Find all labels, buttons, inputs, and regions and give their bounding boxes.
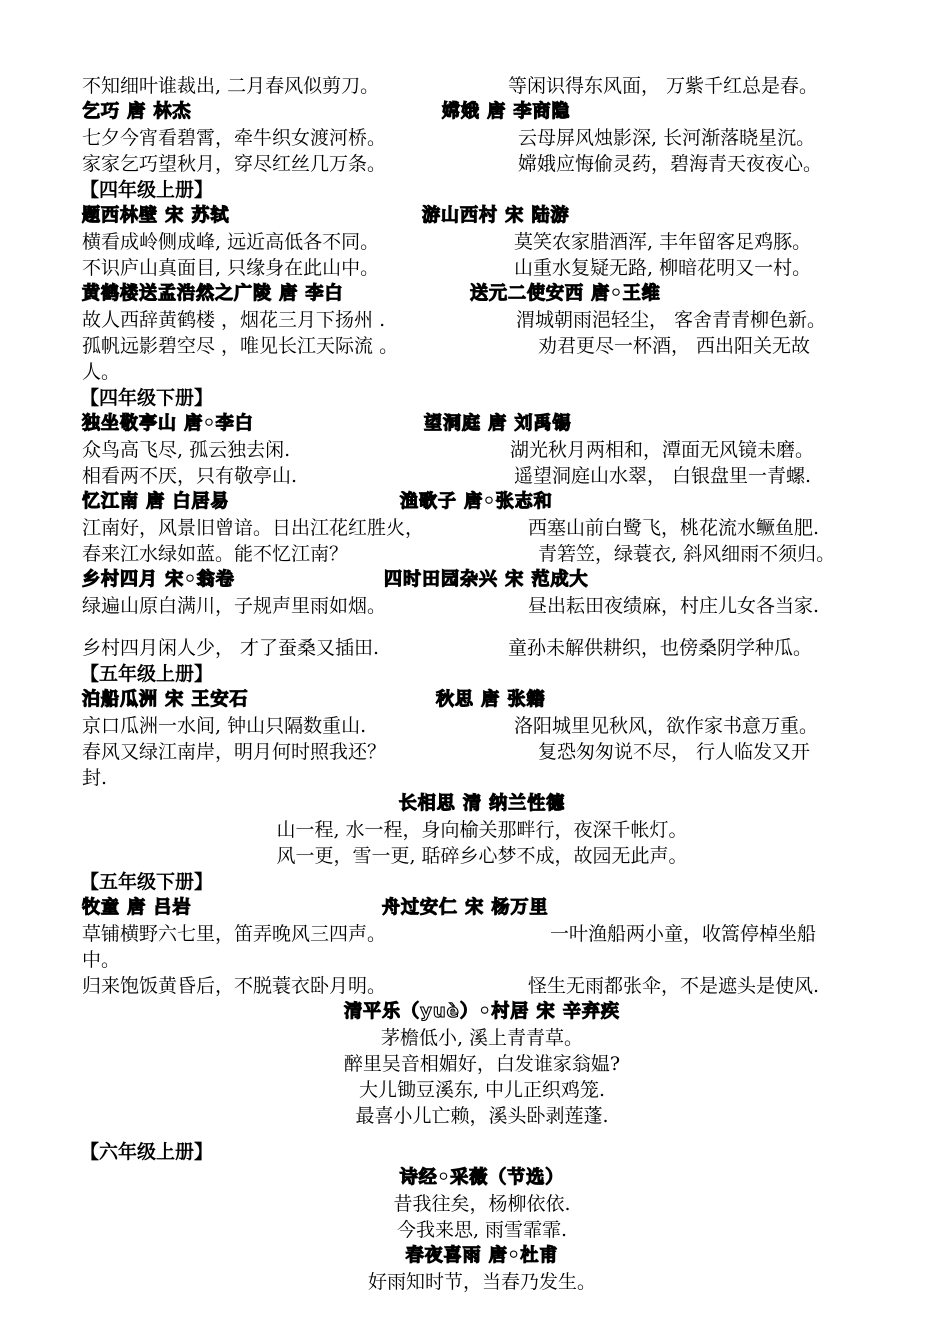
grade-section-label: 【五年级下册】 bbox=[80, 871, 214, 893]
verse-left: 故人西辞黄鹤楼 ，烟花三月下扬州 . bbox=[82, 309, 386, 331]
verse-row bbox=[82, 125, 882, 151]
verse-left: 孤帆远影碧空尽 ，唯见长江天际流 。 bbox=[82, 335, 399, 357]
verse-continuation-text: 封. bbox=[82, 767, 108, 789]
grade-section-label: 【四年级下册】 bbox=[80, 387, 214, 409]
poem-title-right: 送元二使安西 唐•王维 bbox=[470, 283, 661, 304]
poem-title-left: 牧童 唐 吕岩 bbox=[82, 897, 192, 918]
poem-title-right: 四时田园杂兴 宋 范成大 bbox=[384, 569, 589, 590]
poem-title-right: 舟过安仁 宋 杨万里 bbox=[382, 897, 549, 918]
verse-left: 不识庐山真面目, 只缘身在此山中。 bbox=[82, 257, 380, 279]
grade-section-label: 【五年级上册】 bbox=[80, 663, 214, 685]
verse-centered: 今我来思, 雨雪霏霏. bbox=[396, 1219, 568, 1241]
verse-row bbox=[82, 973, 882, 999]
poem-title-row bbox=[82, 203, 882, 229]
verse-row-centered bbox=[82, 1191, 882, 1217]
verse-left: 春风又绿江南岸，明月何时照我还？ bbox=[82, 741, 387, 763]
poem-title-left: 忆江南 唐 白居易 bbox=[82, 491, 230, 512]
verse-row-centered bbox=[82, 1103, 882, 1129]
verse-centered: 昔我往矣，杨柳依依. bbox=[393, 1193, 571, 1215]
poem-title-row-centered bbox=[82, 1243, 882, 1269]
verse-centered: 风一更，雪一更, 聒碎乡心梦不成，故园无此声。 bbox=[276, 845, 688, 867]
verse-left: 绿遍山原白满川，子规声里雨如烟。 bbox=[82, 595, 387, 617]
verse-centered: 醉里吴音相媚好，白发谁家翁媪? bbox=[343, 1053, 621, 1075]
verse-right: 云母屏风烛影深, 长河渐落晓星沉。 bbox=[518, 127, 816, 149]
verse-row-centered bbox=[82, 1025, 882, 1051]
verse-row bbox=[82, 541, 882, 567]
poem-title-row-centered bbox=[82, 791, 882, 817]
verse-left: 不知细叶谁裁出, 二月春风似剪刀。 bbox=[82, 75, 380, 97]
poem-title-right: 望洞庭 唐 刘禹锡 bbox=[424, 413, 572, 434]
poem-title-left: 乞巧 唐 林杰 bbox=[82, 101, 192, 122]
verse-left: 相看两不厌，只有敬亭山. bbox=[82, 465, 298, 487]
verse-row bbox=[82, 713, 882, 739]
verse-row bbox=[82, 151, 882, 177]
poem-title-right: 嫦娥 唐 李商隐 bbox=[442, 101, 571, 122]
poem-title-centered: 春夜喜雨 唐•杜甫 bbox=[405, 1245, 559, 1266]
verse-right: 遥望洞庭山水翠， 白银盘里一青螺. bbox=[514, 465, 812, 487]
verse-continuation-text: 中。 bbox=[82, 949, 121, 971]
verse-left: 众鸟高飞尽, 孤云独去闲. bbox=[82, 439, 291, 461]
verse-right: 山重水复疑无路, 柳暗花明又一村。 bbox=[514, 257, 812, 279]
verse-right: 等闲识得东风面， 万紫千红总是春。 bbox=[508, 75, 819, 97]
verse-row bbox=[82, 437, 882, 463]
verse-continuation-text: 人。 bbox=[82, 361, 121, 383]
verse-row bbox=[82, 463, 882, 489]
verse-left: 乡村四月闲人少， 才了蚕桑又插田. bbox=[82, 637, 380, 659]
verse-row bbox=[82, 515, 882, 541]
verse-row-centered bbox=[82, 1269, 882, 1295]
verse-row bbox=[82, 739, 882, 765]
verse-row bbox=[82, 255, 882, 281]
verse-row bbox=[82, 333, 882, 359]
verse-right: 童孙未解供耕织，也傍桑阴学种瓜。 bbox=[508, 637, 813, 659]
verse-continuation bbox=[82, 765, 882, 791]
grade-section-heading bbox=[82, 1139, 882, 1165]
verse-row-centered bbox=[82, 1217, 882, 1243]
verse-right: 劝君更尽一杯酒， 西出阳关无故 bbox=[538, 335, 811, 357]
poem-title-row bbox=[82, 281, 882, 307]
verse-centered: 山一程, 水一程，身向榆关那畔行，夜深千帐灯。 bbox=[276, 819, 688, 841]
verse-centered: 大儿锄豆溪东, 中儿正织鸡笼. bbox=[358, 1079, 606, 1101]
poem-title-left: 黄鹤楼送孟浩然之广陵 唐 李白 bbox=[82, 283, 344, 304]
verse-left: 春来江水绿如蓝。能不忆江南？ bbox=[82, 543, 349, 565]
verse-right: 昼出耘田夜绩麻，村庄儿女各当家. bbox=[528, 595, 820, 617]
poem-title-centered: 诗经•采薇（节选） bbox=[399, 1167, 565, 1188]
verse-centered: 茅檐低小, 溪上青青草。 bbox=[380, 1027, 584, 1049]
poem-title-row bbox=[82, 411, 882, 437]
poem-title-right: 渔歌子 唐•张志和 bbox=[400, 491, 553, 512]
verse-right: 洛阳城里见秋风，欲作家书意万重。 bbox=[514, 715, 819, 737]
grade-section-heading bbox=[82, 385, 882, 411]
verse-continuation bbox=[82, 359, 882, 385]
verse-row-centered bbox=[82, 1077, 882, 1103]
verse-left: 七夕今宵看碧霄，牵牛织女渡河桥。 bbox=[82, 127, 387, 149]
verse-left: 归来饱饭黄昏后，不脱蓑衣卧月明。 bbox=[82, 975, 387, 997]
poem-title-left: 独坐敬亭山 唐•李白 bbox=[82, 413, 254, 434]
verse-left: 江南好，风景旧曾谙。日出江花红胜火， bbox=[82, 517, 425, 539]
poem-title-row bbox=[82, 567, 882, 593]
verse-right: 怪生无雨都张伞，不是遮头是使风. bbox=[528, 975, 820, 997]
verse-right: 复恐匆匆说不尽， 行人临发又开 bbox=[538, 741, 811, 763]
poem-title-right: 游山西村 宋 陆游 bbox=[422, 205, 570, 226]
grade-section-heading bbox=[82, 869, 882, 895]
verse-left: 草铺横野六七里，笛弄晚风三四声。 bbox=[82, 923, 387, 945]
poem-title-left: 泊船瓜洲 宋 王安石 bbox=[82, 689, 249, 710]
poem-title-row bbox=[82, 489, 882, 515]
verse-right: 嫦娥应悔偷灵药，碧海青天夜夜心。 bbox=[518, 153, 823, 175]
verse-row-centered bbox=[82, 1051, 882, 1077]
verse-row bbox=[82, 73, 882, 99]
poem-title-row bbox=[82, 99, 882, 125]
poem-title-row-centered bbox=[82, 1165, 882, 1191]
verse-centered: 最喜小儿亡赖，溪头卧剥莲蓬. bbox=[355, 1105, 609, 1127]
verse-row-centered bbox=[82, 817, 882, 843]
poem-title-row-centered bbox=[82, 999, 882, 1025]
verse-centered: 好雨知时节，当春乃发生。 bbox=[367, 1271, 596, 1293]
verse-row bbox=[82, 229, 882, 255]
verse-continuation bbox=[82, 947, 882, 973]
poem-title-centered: 清平乐（yuè）•村居 宋 辛弃疾 bbox=[344, 1001, 620, 1022]
poem-title-left: 题西林壁 宋 苏轼 bbox=[82, 205, 230, 226]
grade-section-label: 【四年级上册】 bbox=[80, 179, 214, 201]
verse-row-centered bbox=[82, 843, 882, 869]
poem-title-row bbox=[82, 687, 882, 713]
verse-row bbox=[82, 593, 882, 619]
verse-left: 横看成岭侧成峰, 远近高低各不同。 bbox=[82, 231, 380, 253]
grade-section-label: 【六年级上册】 bbox=[80, 1141, 214, 1163]
verse-right: 湖光秋月两相和，潭面无风镜未磨。 bbox=[510, 439, 815, 461]
poem-title-right: 秋思 唐 张籍 bbox=[436, 689, 546, 710]
poem-title-row bbox=[82, 895, 882, 921]
poem-title-centered: 长相思 清 纳兰性德 bbox=[398, 793, 566, 814]
verse-right: 青箬笠，绿蓑衣, 斜风细雨不须归。 bbox=[538, 543, 836, 565]
poem-title-left: 乡村四月 宋•翁卷 bbox=[82, 569, 235, 590]
verse-left: 京口瓜洲一水间, 钟山只隔数重山. bbox=[82, 715, 367, 737]
grade-section-heading bbox=[82, 177, 882, 203]
verse-row bbox=[82, 921, 882, 947]
verse-row bbox=[82, 635, 882, 661]
verse-right: 西塞山前白鹭飞，桃花流水鳜鱼肥. bbox=[528, 517, 820, 539]
verse-left: 家家乞巧望秋月，穿尽红丝几万条。 bbox=[82, 153, 387, 175]
verse-right: 渭城朝雨浥轻尘， 客舍青青柳色新。 bbox=[516, 309, 827, 331]
grade-section-heading bbox=[82, 661, 882, 687]
verse-row bbox=[82, 307, 882, 333]
verse-right: 一叶渔船两小童，收篙停棹坐船 bbox=[550, 923, 817, 945]
verse-right: 莫笑农家腊酒浑, 丰年留客足鸡豚。 bbox=[514, 231, 812, 253]
